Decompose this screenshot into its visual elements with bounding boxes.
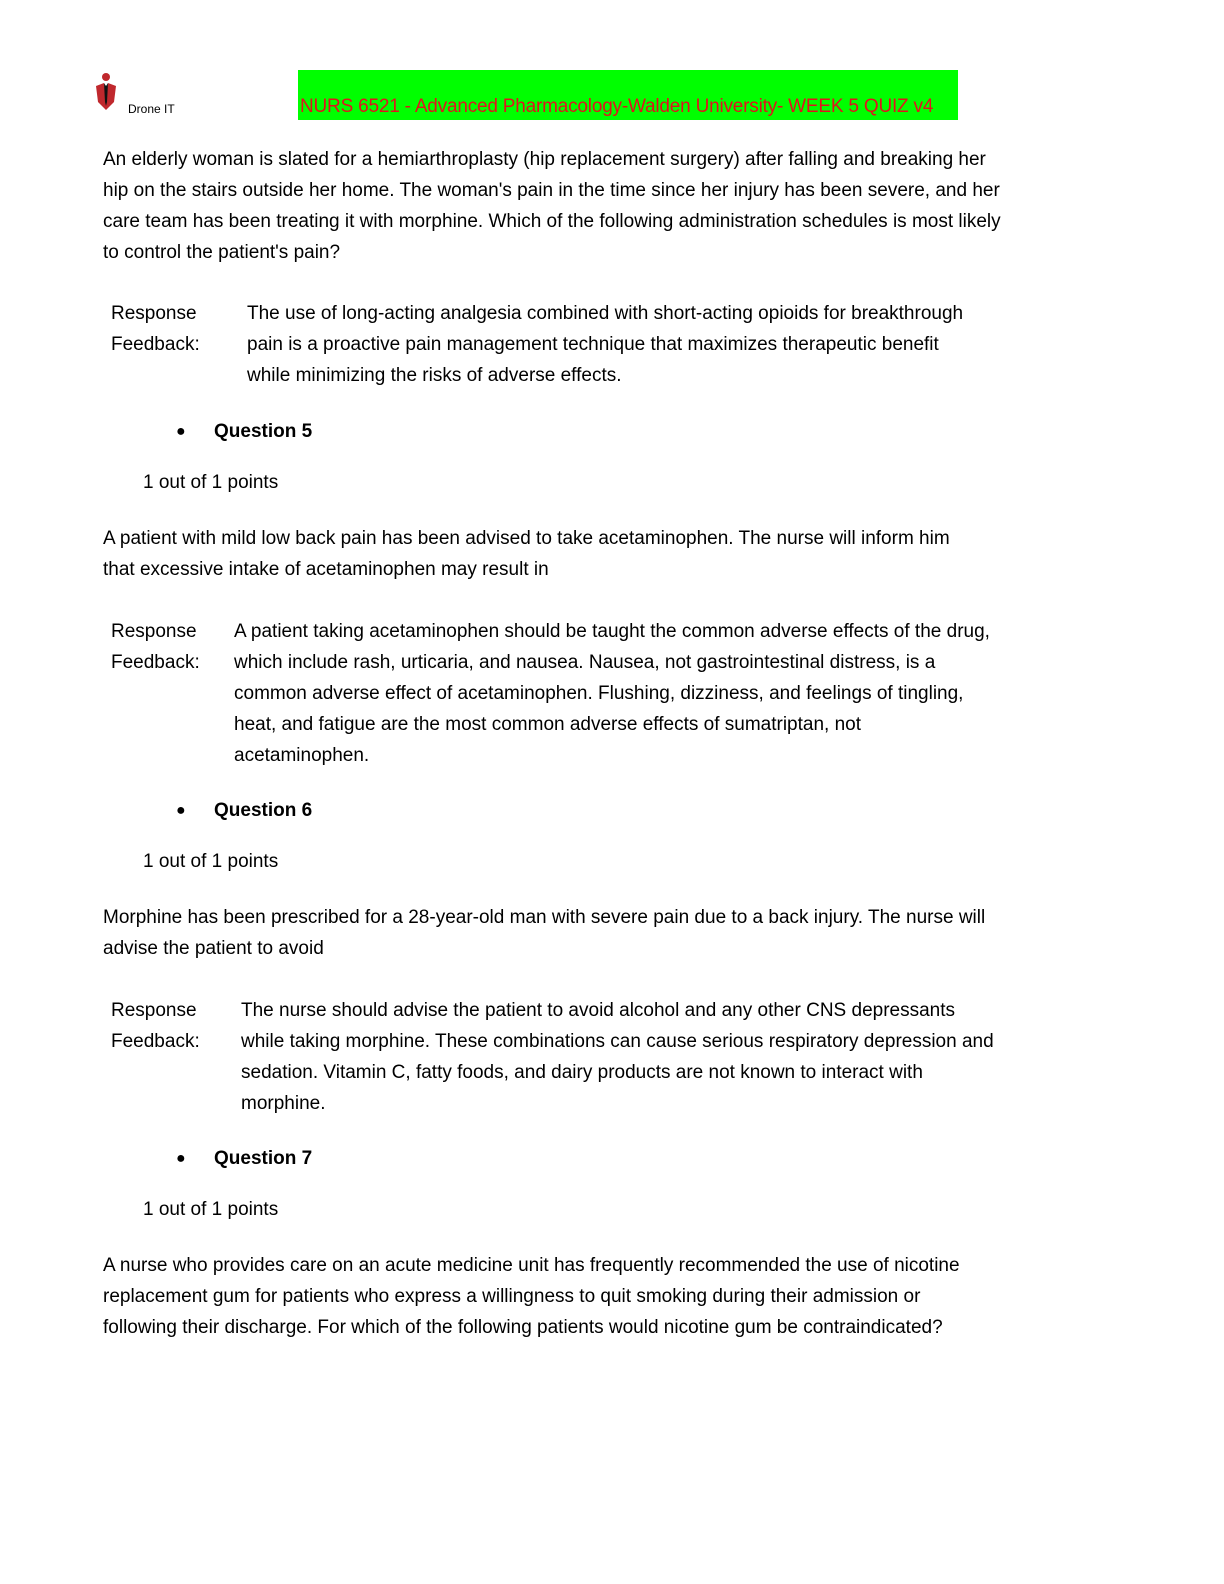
bullet-icon: ● <box>176 423 186 440</box>
question-text: A patient with mild low back pain has been advised to take acetaminophen. The nurse will inform him that excessive intake of acetaminophen may result in <box>103 528 950 580</box>
feedback-label: Response Feedback: <box>111 303 200 355</box>
bullet-icon: ● <box>176 802 186 819</box>
response-feedback: A patient taking acetaminophen should be taught the common adverse effects of the drug, which include rash, urticaria, and nausea. Nausea, not gastrointestinal distress, is a common adverse effect of acetaminophen. Flushing, dizziness, and feelings of tingling, heat, and fatigue are the most common adverse effects of sumatriptan, not acetaminophen. <box>234 621 990 766</box>
points-score: 1 out of 1 points <box>143 472 279 493</box>
question-title: Question 7 <box>214 1148 313 1169</box>
points-score: 1 out of 1 points <box>143 1199 279 1220</box>
points-score: 1 out of 1 points <box>143 851 279 872</box>
question-text: A nurse who provides care on an acute medicine unit has frequently recommended the use of nicotine replacement gum for patients who express a willingness to quit smoking during their admission or following their discharge. For which of the following patients would nicotine gum be contraindicated? <box>103 1255 960 1338</box>
feedback-label: Response Feedback: <box>111 1000 200 1052</box>
question-title: Question 6 <box>214 800 313 821</box>
brand-name: Drone IT <box>128 102 175 116</box>
response-feedback: The nurse should advise the patient to avoid alcohol and any other CNS depressants while taking morphine. These combinations can cause serious respiratory depression and sedation. Vitamin C, fatty foods, and dairy products are not known to interact with morphine. <box>241 1000 994 1114</box>
document-title: NURS 6521 - Advanced Pharmacology-Walden University- WEEK 5 QUIZ v4 <box>300 96 934 117</box>
question-text: An elderly woman is slated for a hemiarthroplasty (hip replacement surgery) after falling and breaking her hip on the stairs outside her home. The woman's pain in the time since her injury has been severe, and her care team has been treating it with morphine. Which of the following administration schedules is most likely to control the patient's pain? <box>103 149 1001 263</box>
drone-it-logo-icon <box>93 72 119 114</box>
question-title: Question 5 <box>214 421 313 442</box>
bullet-icon: ● <box>176 1150 186 1167</box>
response-feedback: The use of long-acting analgesia combined with short-acting opioids for breakthrough pain is a proactive pain management technique that maximizes therapeutic benefit while minimizing the risks of adverse effects. <box>247 303 964 386</box>
title-banner <box>298 70 958 120</box>
question-text: Morphine has been prescribed for a 28-year-old man with severe pain due to a back injury. The nurse will advise the patient to avoid <box>103 907 986 959</box>
feedback-label: Response Feedback: <box>111 621 200 673</box>
